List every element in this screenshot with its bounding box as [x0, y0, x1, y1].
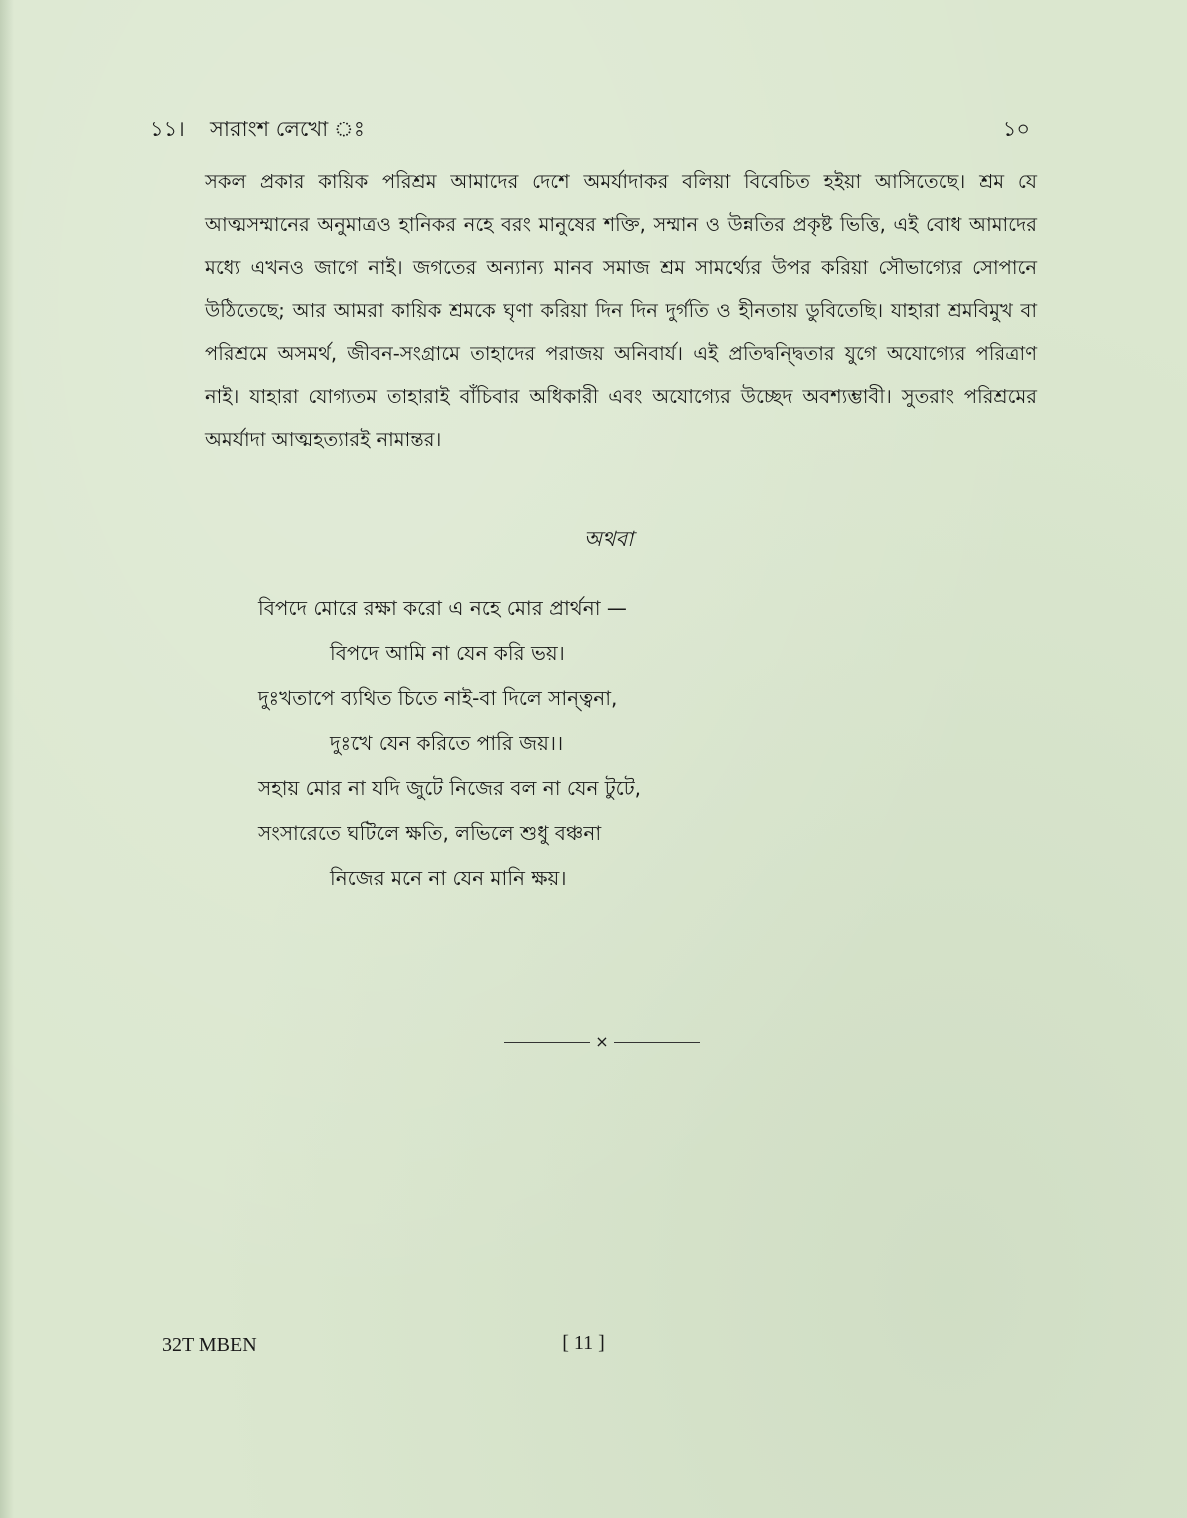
- poem: [258, 586, 818, 901]
- poem-line: বিপদে মোরে রক্ষা করো এ নহে মোর প্রার্থনা —: [258, 596, 627, 620]
- poem-line: দুঃখতাপে ব্যথিত চিতে নাই-বা দিলে সান্ত্বনা,: [258, 686, 618, 710]
- end-mark-rule-right: [614, 1042, 700, 1043]
- summary-passage: সকল প্রকার কায়িক পরিশ্রম আমাদের দেশে অমর্যাদাকর বলিয়া বিবেচিত হইয়া আসিতেছে। শ্রম যে আত্মসম্মানের অনুমাত্রও হানিকর নহে বরং মানুষের শক্তি, সম্মান ও উন্নতির প্রকৃষ্ট ভিত্তি, এই বোধ আমাদের মধ্যে এখনও জাগে নাই। জগতের অন্যান্য মানব সমাজ শ্রম সামর্থ্যের উপর করিয়া সৌভাগ্যের সোপানে উঠিতেছে; আর আমরা কায়িক শ্রমকে ঘৃণা করিয়া দিন দিন দুর্গতি ও হীনতায় ডুবিতেছি। যাহারা শ্রমবিমুখ বা পরিশ্রমে অসমর্থ, জীবন-সংগ্রামে তাহাদের পরাজয় অনিবার্য। এই প্রতিদ্বন্দ্বিতার যুগে অযোগ্যের পরিত্রাণ নাই। যাহারা যোগ্যতম তাহারাই বাঁচিবার অধিকারী এবং অযোগ্যের উচ্ছেদ অবশ্যম্ভাবী। সুতরাং পরিশ্রমের অমর্যাদা আত্মহত্যারই নামান্তর।: [205, 170, 1037, 451]
- poem-line: দুঃখে যেন করিতে পারি জয়।।: [330, 731, 564, 755]
- poem-line: সংসারেতে ঘটিলে ক্ষতি, লভিলে শুধু বঞ্চনা: [258, 821, 602, 845]
- paper-code: 32T MBEN: [162, 1334, 257, 1356]
- end-mark-cross: ×: [595, 1032, 609, 1051]
- question-title: সারাংশ লেখো ঃ: [210, 117, 365, 141]
- page-edge-shadow: [0, 0, 14, 1518]
- poem-line: সহায় মোর না যদি জুটে নিজের বল না যেন টুটে,: [258, 776, 641, 800]
- end-of-paper-mark: [504, 1030, 700, 1054]
- question-marks: ১০: [1002, 117, 1030, 141]
- poem-line: বিপদে আমি না যেন করি ভয়।: [330, 641, 565, 665]
- page-number: [ 11 ]: [562, 1332, 605, 1354]
- question-header: [150, 112, 1030, 146]
- question-number: ১১।: [150, 117, 185, 141]
- poem-line: নিজের মনে না যেন মানি ক্ষয়।: [330, 866, 567, 890]
- or-label: অথবা: [583, 527, 634, 551]
